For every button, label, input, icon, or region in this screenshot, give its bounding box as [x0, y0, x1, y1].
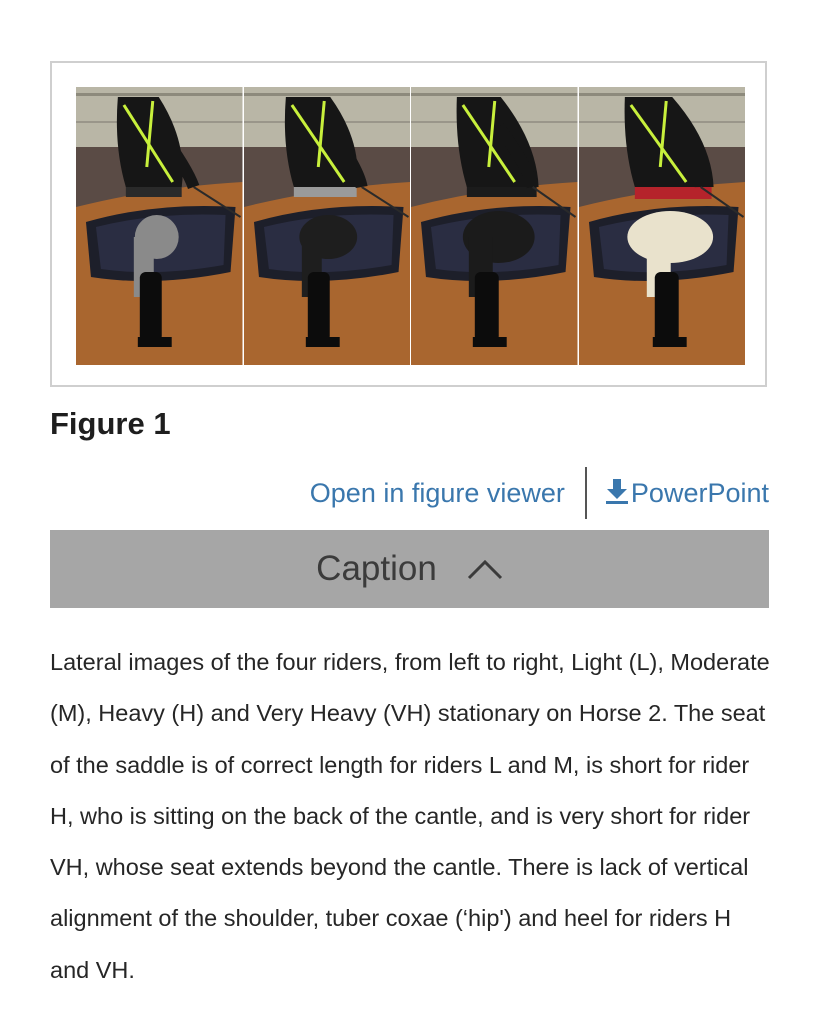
photo-panel-moderate-rider [244, 87, 412, 365]
caption-label: Caption [316, 549, 437, 588]
photo-panel-heavy-rider [411, 87, 579, 365]
photo-panel-light-rider [76, 87, 244, 365]
download-icon [605, 477, 629, 505]
figure-frame [50, 61, 767, 387]
powerpoint-label: PowerPoint [630, 478, 769, 508]
powerpoint-download-link[interactable] [605, 477, 769, 509]
chevron-up-icon [467, 558, 503, 580]
figure-title: Figure 1 [50, 406, 171, 441]
figure-links [310, 466, 769, 520]
caption-text: Lateral images of the four riders, from left to right, Light (L), Moderate (M), Heavy (H) and Very Heavy (VH) stationary on Horse 2. The seat of the saddle is of correct length for riders L and M, is short for rider H, who is sitting on the back of the cantle, and is very short for rider VH, whose seat extends beyond the cantle. There is lack of vertical alignment of the shoulder, tuber coxae (‘hip') and heel for riders H and VH. [50, 649, 770, 983]
photo-panel-very-heavy-rider [579, 87, 746, 365]
figure-image[interactable] [76, 87, 745, 365]
caption-toggle[interactable] [50, 530, 769, 608]
link-divider [585, 467, 587, 519]
open-figure-viewer-link[interactable]: Open in figure viewer [309, 477, 565, 508]
